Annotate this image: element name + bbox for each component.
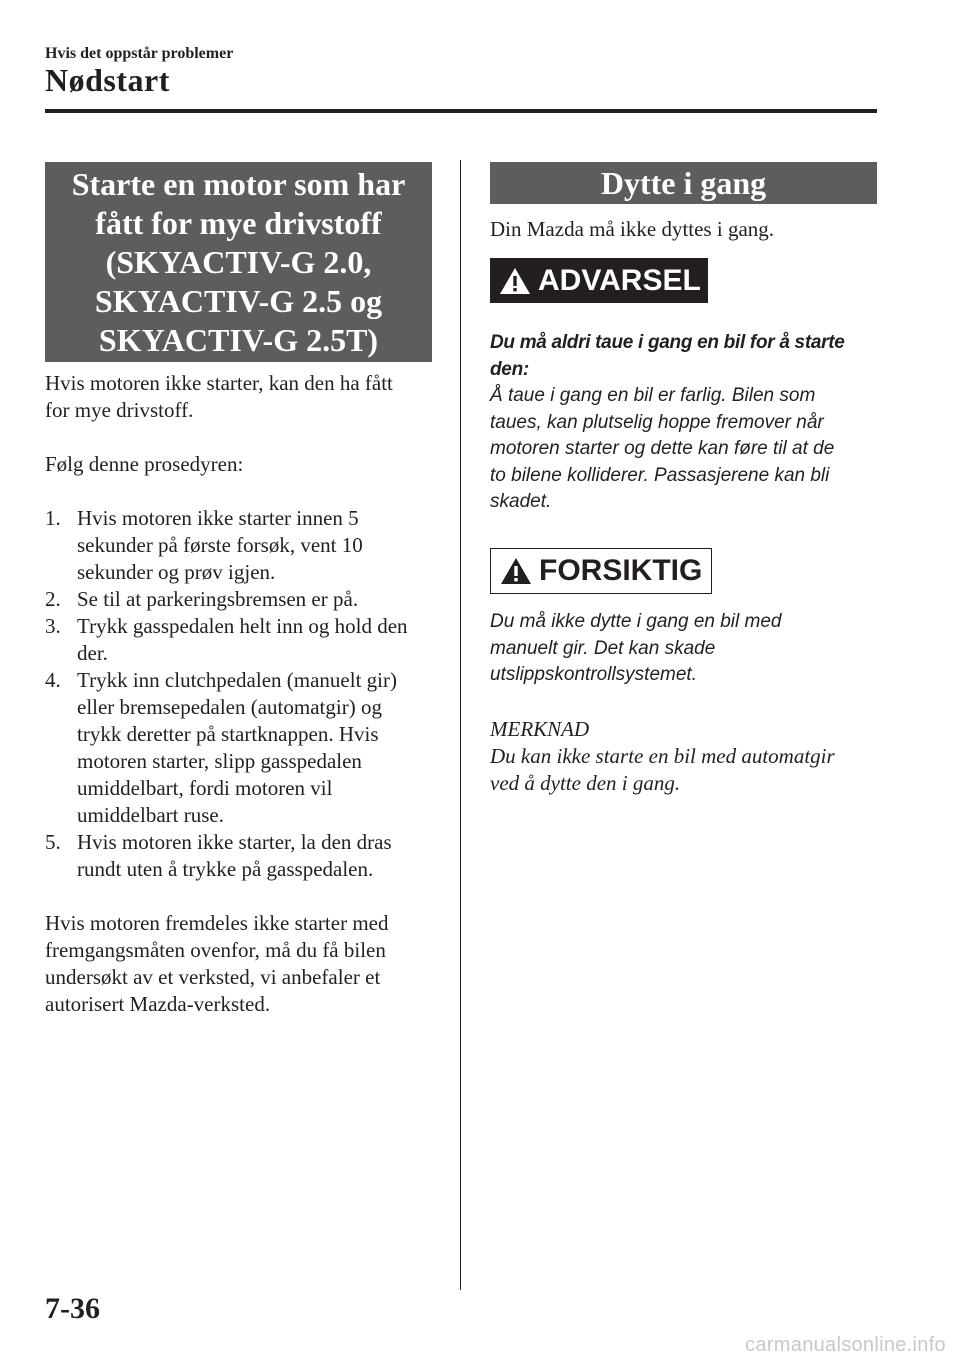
column-divider [460,160,461,1290]
section-heading-push-start: Dytte i gang [490,162,877,204]
closing-paragraph: Hvis motoren fremdeles ikke starter med fremgangsmåten ovenfor, må du få bilen undersøkt av et verksted, vi anbefaler et autorisert Mazda-verksted. [45,911,389,1016]
step-item: 2. Se til at parkeringsbremsen er på. [45,587,359,611]
step-item: 1. Hvis motoren ikke starter innen 5 sekunder på første forsøk, vent 10 sekunder og prøv igjen. [45,506,363,584]
step-item: 3. Trykk gasspedalen helt inn og hold den der. [45,614,408,665]
note-label: MERKNAD [490,717,590,741]
warning-triangle-icon [498,266,532,296]
heading-line: Starte en motor som har [71,165,406,202]
push-start-intro: Din Mazda må ikke dyttes i gang. [490,217,775,241]
heading-line: fått for mye drivstoff [95,204,382,241]
heading-line: SKYACTIV-G 2.5T) [98,321,379,358]
step-item: 5. Hvis motoren ikke starter, la den dras rundt uten å trykke på gasspedalen. [45,830,392,881]
warning-text [490,330,877,516]
note-block [490,716,877,797]
heading-line: (SKYACTIV-G 2.0, [105,243,372,280]
caution-badge [490,548,712,594]
breadcrumb: Hvis det oppstår problemer [45,45,234,62]
procedure-steps [45,505,437,883]
caution-triangle-icon [499,556,533,586]
procedure-label: Følg denne prosedyren: [45,452,244,476]
intro-paragraph: Hvis motoren ikke starter, kan den ha fått for mye drivstoff. [45,371,393,422]
page-number: 7-36 [45,1292,100,1325]
watermark-text: carmanualsonline.info [745,1334,946,1356]
note-body: Du kan ikke starte en bil med automatgir ved å dytte den i gang. [490,744,835,795]
caution-text: Du må ikke dytte i gang en bil med manuelt gir. Det kan skade utslippskontrollsystemet. [490,611,782,685]
warning-label: ADVARSEL [538,263,701,297]
step-item: 4. Trykk inn clutchpedalen (manuelt gir) eller bremsepedalen (automatgir) og trykk deretter på startknappen. Hvis motoren starter, slipp gasspedalen umiddelbart, fordi motoren vil umiddelbart ruse. [45,668,397,827]
warning-body: Å taue i gang en bil er farlig. Bilen som taues, kan plutselig hoppe fremover når motoren starter og dette kan føre til at de to bilene kolliderer. Passasjerene kan bli skadet. [490,385,835,512]
header-divider [45,109,877,113]
page-title: Nødstart [45,62,170,98]
section-heading-flooded-engine [45,162,432,362]
warning-badge [490,258,708,303]
left-column-body [45,370,437,1018]
warning-title: Du må aldri taue i gang en bil for å starte den: [490,332,845,380]
caution-label: FORSIKTIG [539,554,703,587]
heading-line: SKYACTIV-G 2.5 og [94,282,383,319]
